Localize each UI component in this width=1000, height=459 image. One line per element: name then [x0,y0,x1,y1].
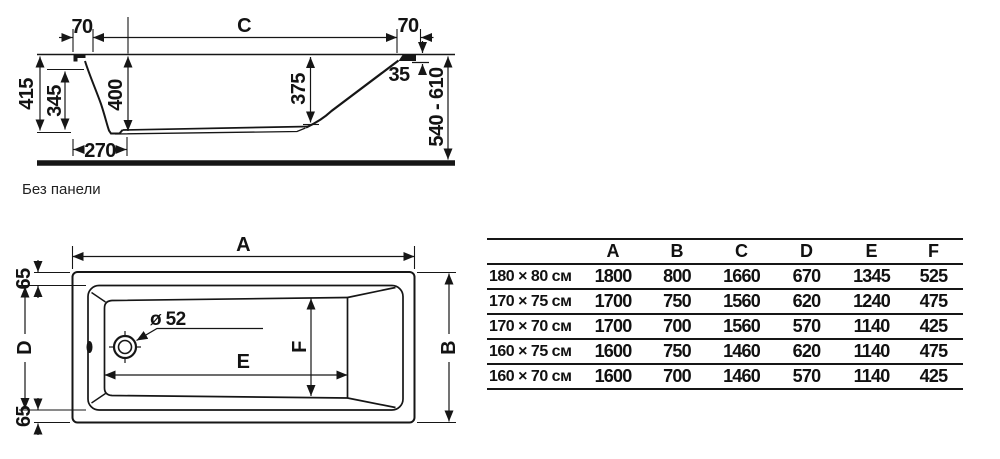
size-label: 170 × 75 см [489,292,572,310]
side-view [16,15,455,163]
value-b: 700 [663,316,691,336]
col-header-c: C [735,241,748,261]
value-c: 1660 [723,266,760,286]
dimension-f [289,299,311,397]
right-wall [306,61,399,128]
value-d: 570 [792,316,821,336]
overflow-mark [87,341,93,353]
col-header-b: B [670,241,684,261]
value-d: 670 [792,266,821,286]
value-a: 1600 [594,341,632,361]
tub-basin [87,288,396,408]
table-row [487,365,963,390]
dimensions-table [487,238,963,390]
col-header-f: F [928,241,939,261]
bottom-top-edge [123,127,309,131]
dimension-400 [105,17,128,131]
value-f: 475 [919,341,948,361]
value-c: 1560 [723,291,760,311]
dimension-70-left [59,16,93,52]
size-label: 160 × 75 см [489,342,572,360]
right-rim-bar [399,55,417,61]
drain-callout [137,309,264,341]
table-row [487,315,963,340]
dim-label-70-right: 70 [397,15,419,37]
value-f: 525 [919,266,948,286]
size-label: 170 × 70 см [489,317,572,335]
dimension-a [73,234,415,269]
dimension-c [93,15,397,53]
dimension-345 [44,70,84,130]
dim-label-a: A [236,234,250,256]
value-b: 700 [663,366,691,386]
value-e: 1240 [853,291,890,311]
table-row [487,265,963,290]
dimension-65-bottom [13,398,70,435]
dim-label-375: 375 [288,73,310,105]
value-d: 620 [792,291,821,311]
dim-label-f: F [289,341,311,353]
dim-label-65-top: 65 [13,268,35,290]
dim-label-drain-diameter: ø 52 [150,309,186,330]
dim-label-270: 270 [84,140,116,162]
value-e: 1140 [853,366,890,386]
table-header-row [487,240,963,265]
dim-label-65-bottom: 65 [13,405,35,428]
value-e: 1140 [853,341,890,361]
dim-label-c: C [237,15,251,37]
value-c: 1460 [723,341,760,361]
value-e: 1345 [853,266,890,286]
value-c: 1560 [723,316,760,336]
value-a: 1800 [594,266,632,286]
dimension-d [14,287,86,411]
table-row [487,290,963,315]
value-d: 620 [792,341,821,361]
dimension-375 [288,57,319,125]
value-d: 570 [792,366,821,386]
dim-label-70-left: 70 [71,16,93,38]
value-f: 425 [919,316,948,336]
drain [109,331,141,363]
value-b: 800 [663,266,691,286]
dimension-65-top [13,260,86,298]
table-row [487,340,963,365]
value-b: 750 [663,341,691,361]
dim-label-345: 345 [44,85,66,117]
value-e: 1140 [853,316,890,336]
value-f: 475 [919,291,948,311]
dim-label-d: D [14,341,36,355]
value-b: 750 [663,291,691,311]
col-header-e: E [865,241,878,261]
dim-label-35: 35 [388,64,410,86]
dimension-270 [73,137,127,162]
technical-drawing [0,0,470,459]
value-f: 425 [919,366,948,386]
col-header-a: A [606,241,620,261]
dim-label-400: 400 [105,79,127,111]
value-a: 1700 [594,291,632,311]
dim-label-540-610: 540 - 610 [426,67,448,147]
dim-label-b: B [438,341,460,355]
col-header-d: D [800,241,813,261]
dimension-70-right [397,15,433,45]
caption-no-panel: Без панели [22,181,101,198]
dimension-540-610 [426,57,448,160]
size-label: 160 × 70 см [489,367,572,385]
value-a: 1700 [594,316,632,336]
value-a: 1600 [594,366,632,386]
left-rim-hook [74,54,86,62]
dimension-35 [388,41,429,86]
top-view [13,234,460,435]
dim-label-415: 415 [16,78,38,110]
size-label: 180 × 80 см [489,267,572,285]
value-c: 1460 [723,366,760,386]
dimension-b [417,273,460,423]
dim-label-e: E [236,351,250,373]
